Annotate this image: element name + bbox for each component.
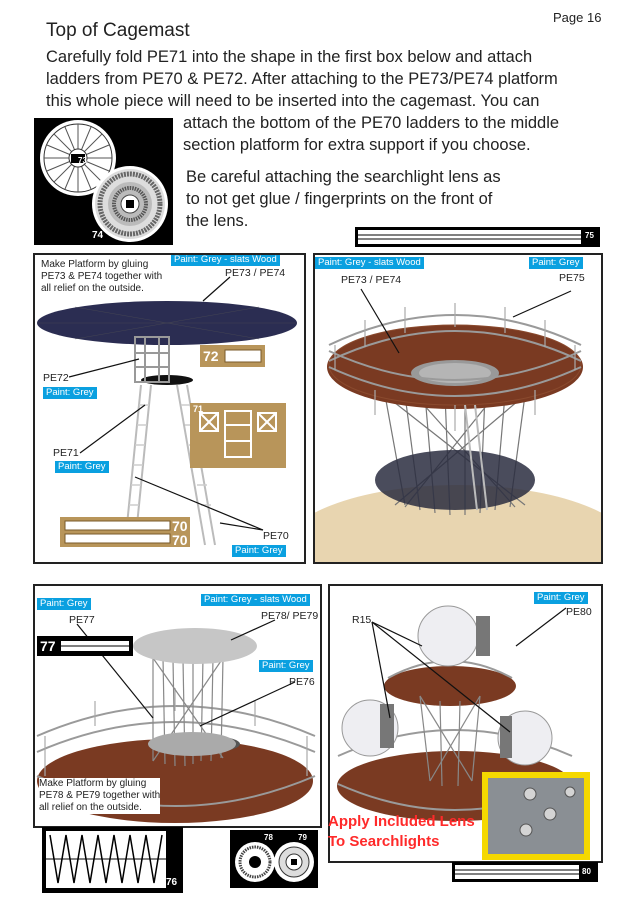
pe76-number: 76 — [166, 877, 178, 888]
panel-platform-ladders — [33, 253, 306, 564]
pe75-number: 75 — [585, 231, 594, 240]
page-number: Page 16 — [553, 10, 602, 25]
pe70-number-b: 70 — [172, 532, 188, 548]
intro-line-5: section platform for extra support if you choose. — [183, 136, 531, 154]
label-pe70: PE70 — [263, 530, 289, 542]
intro-line-2: ladders from PE70 & PE72. After attaching to the PE73/PE74 platform — [46, 70, 558, 88]
label-pe77: PE77 — [69, 614, 95, 626]
paint-tag-pe72: Paint: Grey — [43, 387, 97, 399]
pe70-number-a: 70 — [172, 518, 188, 534]
pe73-pe74-etch-sheet — [34, 118, 173, 245]
platform-railing-illustration — [315, 255, 601, 562]
paint-tag-pe78-pe79: Paint: Grey - slats Wood — [201, 594, 310, 606]
apply-lens-line-2: To Searchlights — [328, 833, 440, 850]
pe75-etch-strip — [355, 227, 600, 247]
paint-tag-pe77: Paint: Grey — [37, 598, 91, 610]
pe78-pe79-etch-sheet — [230, 830, 318, 888]
panel-top-platform — [33, 584, 322, 828]
label-r15: R15 — [352, 614, 372, 626]
paint-tag-pe73-pe74: Paint: Grey - slats Wood — [171, 254, 280, 266]
intro-line-4: attach the bottom of the PE70 ladders to the middle — [183, 114, 560, 132]
label-pe75: PE75 — [559, 272, 585, 284]
intro-line-3: this whole piece will need to be inserted into the cagemast. You can — [46, 92, 540, 110]
pe74-number: 74 — [92, 230, 104, 241]
pe79-number: 79 — [298, 833, 307, 842]
panel-platform-railing — [313, 253, 603, 564]
pe78-number: 78 — [264, 833, 273, 842]
pe75-strip-art — [355, 227, 600, 247]
pe80-number: 80 — [582, 867, 591, 876]
platform-ladders-illustration — [35, 255, 304, 562]
pe71-number: 71 — [193, 404, 204, 414]
paint-tag-pe75: Paint: Grey — [529, 257, 583, 269]
pe77-number: 77 — [40, 638, 56, 654]
label-pe72: PE72 — [43, 372, 69, 384]
paint-tag-pe73-pe74-view2: Paint: Grey - slats Wood — [315, 257, 424, 269]
top-platform-note-line-2: PE78 & PE79 together with — [39, 790, 161, 801]
pe80-etch-strip — [452, 862, 598, 882]
top-platform-note-line-1: Make Platform by gluing — [39, 778, 147, 789]
warning-line-3: the lens. — [186, 212, 249, 230]
platform-note-line-2: PE73 & PE74 together with — [41, 271, 163, 282]
pe76-etch-sheet — [42, 827, 183, 893]
label-pe73-pe74-view2: PE73 / PE74 — [341, 274, 402, 286]
paint-tag-pe71: Paint: Grey — [55, 461, 109, 473]
label-pe71: PE71 — [53, 447, 79, 459]
paint-tag-pe80: Paint: Grey — [534, 592, 588, 604]
pe73-number: 73 — [78, 156, 87, 165]
warning-line-1: Be careful attaching the searchlight lens as — [186, 168, 501, 186]
pe72-number: 72 — [203, 348, 219, 364]
label-pe76: PE76 — [289, 676, 315, 688]
paint-tag-pe70: Paint: Grey — [232, 545, 286, 557]
intro-line-1: Carefully fold PE71 into the shape in the first box below and attach — [46, 48, 533, 66]
warning-line-2: to not get glue / fingerprints on the front of — [186, 190, 493, 208]
pe80-strip-art — [452, 862, 598, 882]
top-platform-note-line-3: all relief on the outside. — [39, 802, 142, 813]
paint-tag-pe76: Paint: Grey — [259, 660, 313, 672]
pe77-etch-strip — [37, 636, 133, 656]
pe76-sheet-art — [42, 827, 183, 893]
label-pe78-pe79: PE78/ PE79 — [261, 610, 319, 622]
platform-note — [41, 259, 162, 295]
top-platform-note — [39, 778, 160, 814]
apply-lens-line-1: Apply Included Lens — [328, 813, 475, 830]
label-pe80: PE80 — [566, 606, 592, 618]
page-title: Top of Cagemast — [46, 20, 190, 41]
platform-note-line-1: Make Platform by gluing — [41, 259, 149, 270]
pe73-pe74-etch-art — [34, 118, 173, 245]
platform-note-line-3: all relief on the outside. — [41, 283, 144, 294]
pe77-strip-art — [37, 636, 133, 656]
label-pe73-pe74: PE73 / PE74 — [225, 267, 286, 279]
